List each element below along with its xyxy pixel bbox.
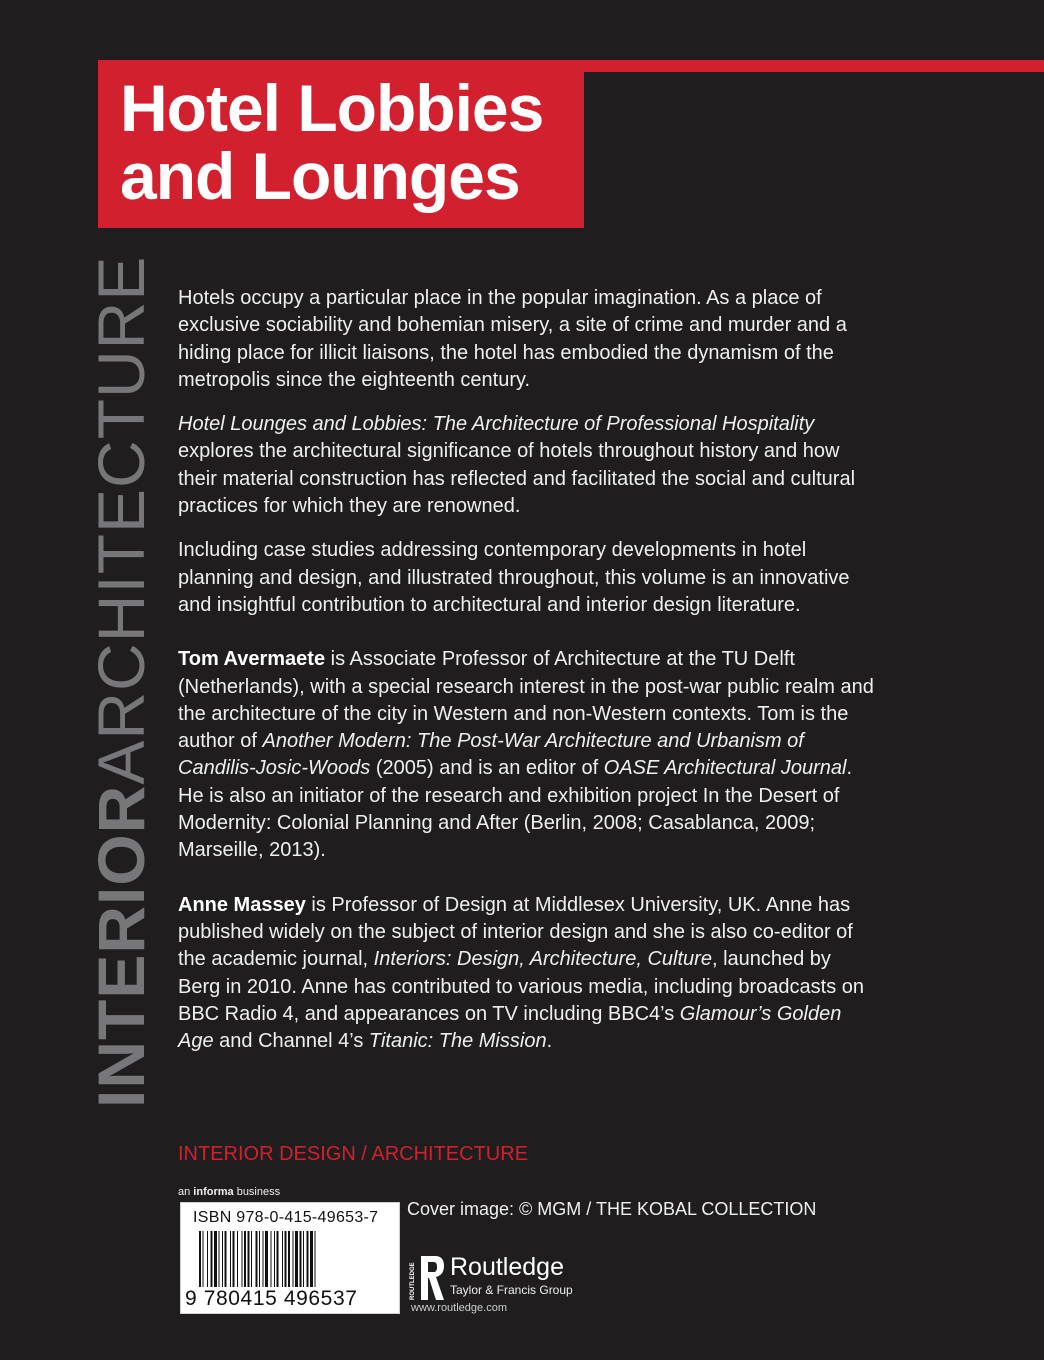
barcode-bar <box>222 1231 223 1287</box>
bio-book-title: Another Modern: The Post-War Architecture and Urbanism of Candilis-Josic-Woods <box>178 730 804 780</box>
back-cover-text <box>178 285 878 1082</box>
barcode-bar <box>310 1231 313 1287</box>
title-line-1: Hotel Lobbies <box>120 71 544 145</box>
barcode-bar <box>293 1231 294 1287</box>
barcode-bar <box>288 1231 290 1287</box>
barcode-bar <box>251 1231 252 1287</box>
bio-journal-title: Interiors: Design, Architecture, Culture <box>373 948 712 971</box>
publisher-group: Taylor & Francis Group <box>450 1283 573 1297</box>
barcode-bar <box>214 1231 217 1287</box>
barcode-bar <box>307 1231 309 1287</box>
publisher-url: www.routledge.com <box>411 1302 507 1314</box>
bio-show-title: Glamour’s Golden Age <box>178 1002 842 1053</box>
informa-tagline <box>178 1186 280 1198</box>
barcode-bar <box>256 1231 258 1287</box>
barcode-bar <box>265 1231 268 1287</box>
cover-image-credit: Cover image: © MGM / THE KOBAL COLLECTION <box>407 1199 817 1219</box>
barcode-bar <box>237 1231 238 1287</box>
isbn-barcode <box>180 1202 400 1314</box>
barcode-bar <box>207 1231 208 1287</box>
subject-category: INTERIOR DESIGN / ARCHITECTURE <box>178 1143 529 1165</box>
barcode-bars <box>199 1231 383 1287</box>
bio-text: is Professor of Design at Middlesex University, UK. Anne has published widely on the subject of interior design and she is also co-editor of the academic journal, <box>178 893 853 971</box>
author-bio-massey <box>178 892 878 1056</box>
barcode-bar <box>242 1231 243 1287</box>
informa-prefix: an <box>178 1186 194 1198</box>
barcode-bar <box>300 1231 302 1287</box>
barcode-bar <box>211 1231 213 1287</box>
author-name: Anne Massey <box>178 893 306 916</box>
bio-text: . <box>546 1030 553 1053</box>
bio-text: . He is also an initiator of the research and exhibition project In the Desert of Modernity: Colonial Planning and After (Berlin, 2008; Casablanca, 2009; Marseille, 2013). <box>178 757 853 862</box>
author-name: Tom Avermaete <box>178 648 326 671</box>
publisher-name: Routledge <box>450 1253 564 1281</box>
barcode-bar <box>248 1231 250 1287</box>
barcode-bar <box>199 1231 201 1287</box>
barcode-bar <box>282 1231 283 1287</box>
bio-journal-title: OASE Architectural Journal <box>603 757 847 780</box>
bio-text: , launched by Berg in 2010. Anne has contributed to various media, including broadcasts on BBC Radio 4, and appearances on TV including BBC4’s <box>178 948 864 1025</box>
barcode-bar <box>244 1231 246 1287</box>
routledge-logo-icon <box>409 1254 445 1302</box>
barcode-digits: 9 780415 496537 <box>185 1287 358 1310</box>
barcode-bar <box>295 1231 298 1287</box>
bio-text: is Associate Professor of Architecture at the TU Delft (Netherlands), with a special research interest in the post-war public realm and the architecture of the city in Western and non-Western contexts. Tom is the author of <box>178 648 874 753</box>
series-label-bold: INTERIOR <box>84 784 158 1108</box>
barcode-bar <box>277 1231 279 1287</box>
barcode-bar <box>230 1231 231 1287</box>
book-title-italic: Hotel Lounges and Lobbies: The Architecture of Professional Hospitality <box>178 413 815 436</box>
informa-brand: informa <box>193 1186 234 1198</box>
series-label-light: ARCHITECTURE <box>84 255 158 785</box>
barcode-bar <box>263 1231 264 1287</box>
barcode-bar <box>225 1231 227 1287</box>
barcode-bar <box>271 1231 272 1287</box>
barcode-bar <box>219 1231 220 1287</box>
barcode-bar <box>274 1231 275 1287</box>
title-line-2: and Lounges <box>120 139 520 213</box>
routledge-logo-vertical-text: ROUTLEDGE <box>410 1262 416 1300</box>
bio-text: (2005) and is an editor of <box>370 757 604 780</box>
informa-suffix: business <box>233 1186 281 1198</box>
blurb-paragraph-2 <box>178 411 878 520</box>
blurb-paragraph-3: Including case studies addressing contemporary developments in hotel planning and design, and illustrated throughout, this volume is an innovative and insightful contribution to architectural and interior design literature. <box>178 539 850 616</box>
title-banner <box>98 60 584 228</box>
author-bio-avermaete <box>178 646 878 864</box>
isbn-label: ISBN 978-0-415-49653-7 <box>193 1209 379 1226</box>
series-label <box>84 255 158 1108</box>
blurb-paragraph-2-text: explores the architectural significance of hotels throughout history and how their material construction has reflected and facilitated the social and cultural practices for which they are renowned. <box>178 440 856 518</box>
top-red-rule <box>582 60 1044 72</box>
barcode-bar <box>203 1231 204 1287</box>
bio-show-title: Titanic: The Mission <box>368 1030 547 1053</box>
barcode-bar <box>285 1231 287 1287</box>
barcode-bar <box>233 1231 235 1287</box>
barcode-bar <box>259 1231 260 1287</box>
bio-text: and Channel 4’s <box>213 1030 369 1053</box>
blurb-paragraph-1: Hotels occupy a particular place in the popular imagination. As a place of exclusive sociability and bohemian misery, a site of crime and murder and a hiding place for illicit liaisons, the hotel has embodied the dynamism of the metropolis since the eighteenth century. <box>178 287 847 391</box>
barcode-bar <box>315 1231 316 1287</box>
barcode-bar <box>303 1231 304 1287</box>
